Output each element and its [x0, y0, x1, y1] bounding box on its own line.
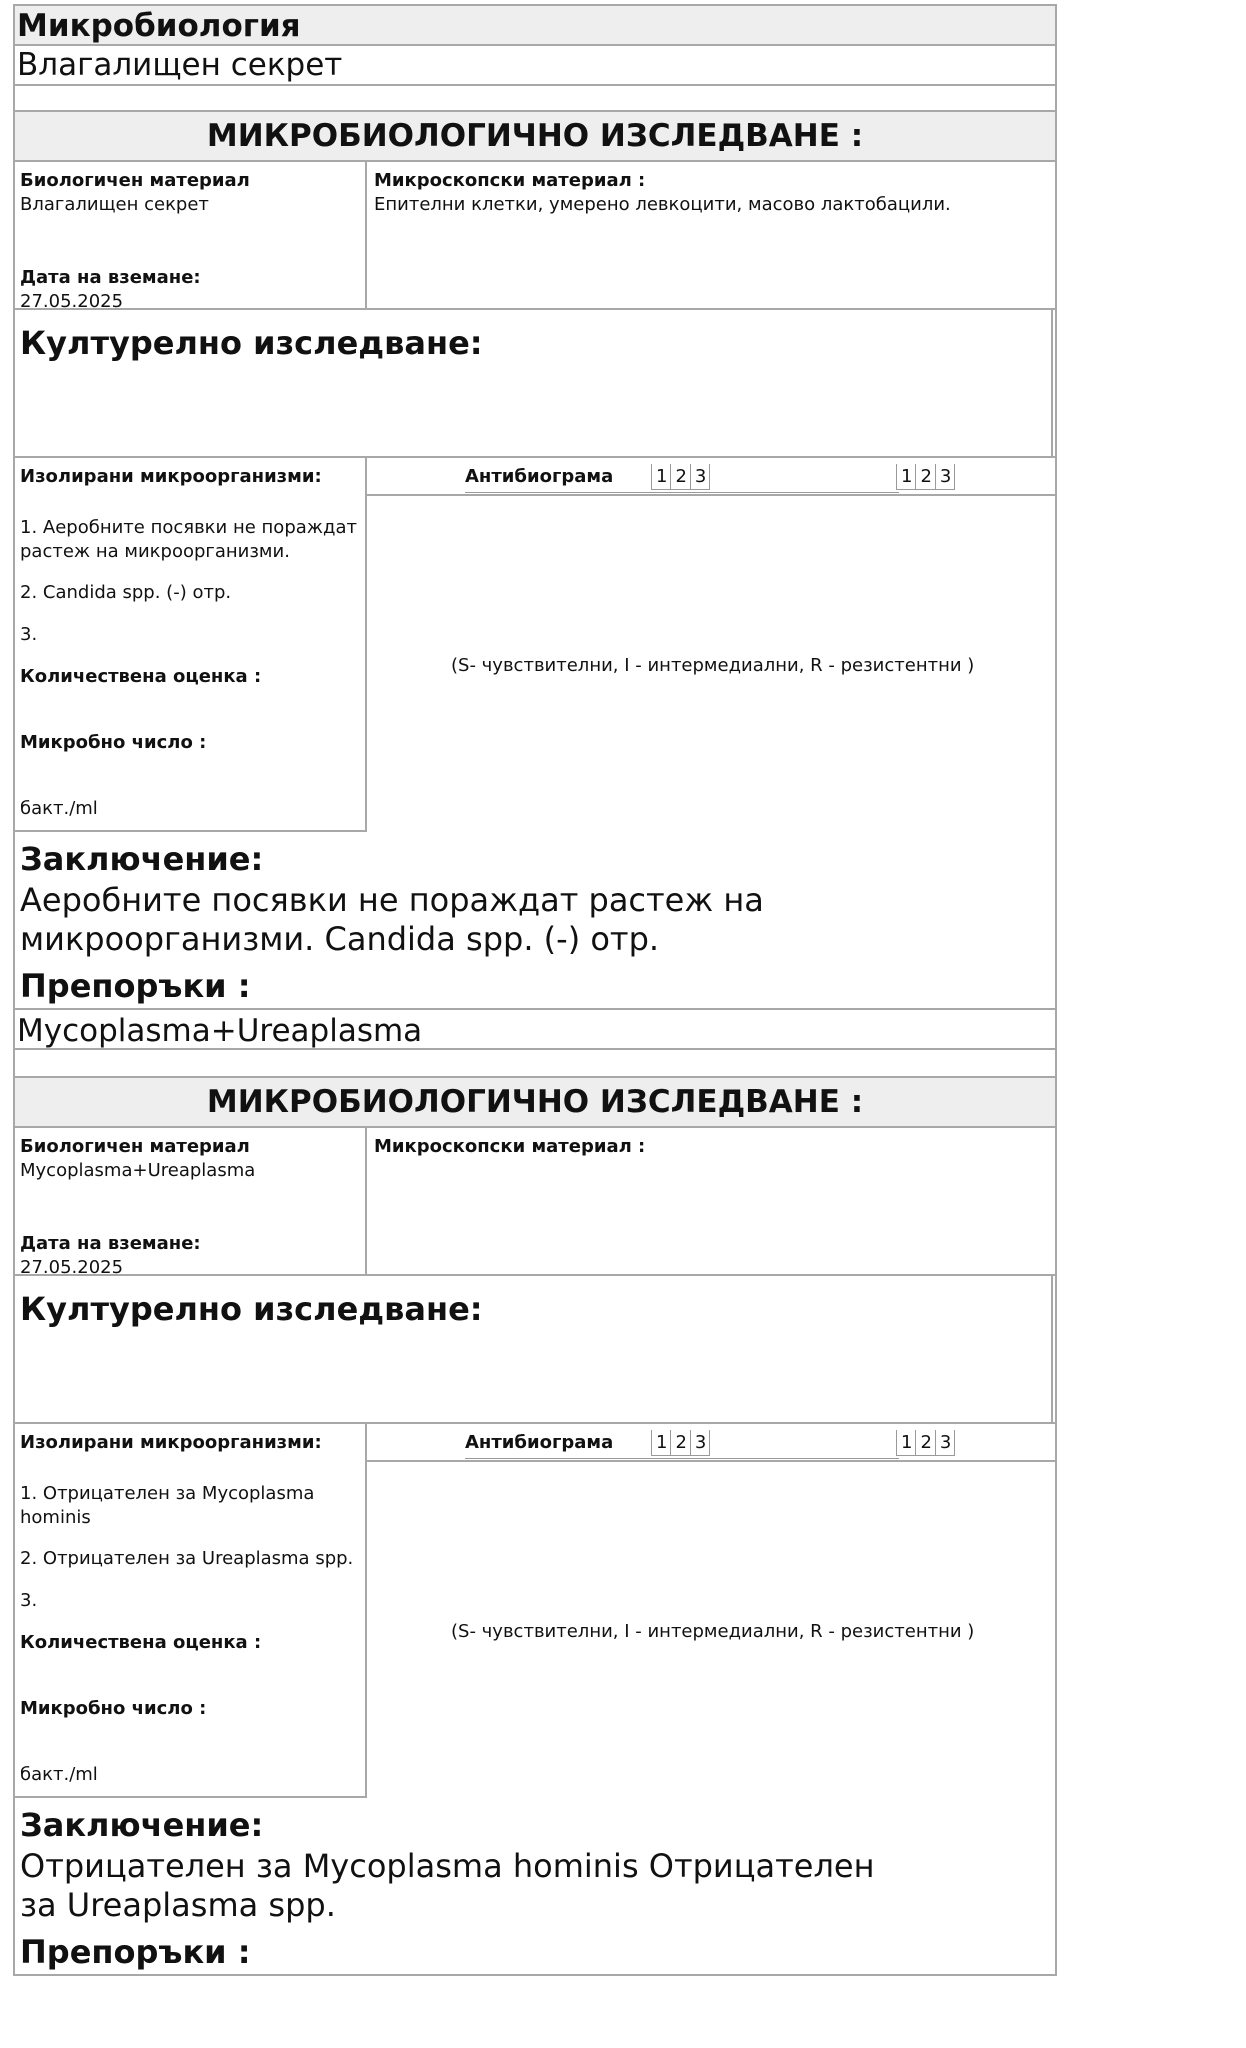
sample-name: Влагалищен секрет	[17, 47, 343, 83]
bio-material-value: Влагалищен секрет	[20, 194, 209, 215]
quant-label: Количествена оценка :	[20, 1632, 262, 1653]
legend: (S- чувствителни, I - интермедиални, R - резистентни )	[451, 1621, 975, 1642]
conclusion-label: Заключение:	[20, 1806, 264, 1844]
abg-cols-left	[651, 1430, 710, 1456]
recommendations-label: Препоръки :	[20, 967, 251, 1005]
bio-material-label: Биологичен материал	[20, 1136, 250, 1157]
abg-col: 2	[670, 1430, 689, 1456]
conclusion-text: Отрицателен за Mycoplasma hominis Отрицателен за Ureaplasma spp.	[20, 1847, 875, 1924]
date-value: 27.05.2025	[20, 291, 124, 312]
abg-col: 3	[690, 1430, 710, 1456]
abg-col: 1	[651, 464, 670, 490]
antibiogram-label: Антибиограма	[465, 466, 614, 487]
legend: (S- чувствителни, I - интермедиални, R - резистентни )	[451, 655, 975, 676]
culture-label: Културелно изследване:	[20, 1290, 483, 1328]
section-header	[13, 4, 1057, 46]
conclusion-text: Аеробните посявки не пораждат растеж на микроорганизми. Candida spp. (-) отр.	[20, 881, 764, 958]
culture-label: Културелно изследване:	[20, 324, 483, 362]
microbial-count-label: Микробно число :	[20, 732, 207, 753]
abg-cols-right	[896, 1430, 955, 1456]
organism-3: 3.	[20, 624, 38, 645]
section-title: Микробиология	[17, 8, 301, 44]
exam-title: МИКРОБИОЛОГИЧНО ИЗСЛЕДВАНЕ :	[206, 118, 864, 154]
bio-material-value: Mycoplasma+Ureaplasma	[20, 1160, 256, 1181]
sample-name-2: Mycoplasma+Ureaplasma	[17, 1013, 423, 1049]
spacer-row	[13, 84, 1057, 112]
abg-col: 3	[935, 1430, 955, 1456]
abg-col: 2	[915, 1430, 934, 1456]
abg-col: 3	[690, 464, 710, 490]
quant-label: Количествена оценка :	[20, 666, 262, 687]
isolated-label: Изолирани микроорганизми:	[20, 466, 322, 487]
date-label: Дата на вземане:	[20, 1233, 201, 1254]
microscopic-label: Микроскопски материал :	[374, 170, 646, 191]
exam-title-bar	[13, 1076, 1057, 1128]
abg-col: 3	[935, 464, 955, 490]
unit-label: бакт./ml	[20, 1764, 98, 1785]
date-value: 27.05.2025	[20, 1257, 124, 1278]
recommendations-label: Препоръки :	[20, 1933, 251, 1971]
organism-2: 2. Отрицателен за Ureaplasma spp.	[20, 1548, 354, 1569]
abg-col: 1	[896, 464, 915, 490]
organism-2: 2. Candida spp. (-) отр.	[20, 582, 232, 603]
exam-title-bar	[13, 110, 1057, 162]
conclusion-label: Заключение:	[20, 840, 264, 878]
sample-row-2	[13, 1008, 1057, 1050]
exam-block-2	[13, 1076, 1057, 1976]
abg-col: 1	[896, 1430, 915, 1456]
organism-3: 3.	[20, 1590, 38, 1611]
abg-col: 2	[670, 464, 689, 490]
organism-1: 1. Отрицателен за Mycoplasma hominis	[20, 1483, 315, 1528]
sample-row	[13, 44, 1057, 86]
bio-material-label: Биологичен материал	[20, 170, 250, 191]
organism-1: 1. Аеробните посявки не пораждат растеж на микроорганизми.	[20, 517, 357, 562]
spacer-row-2	[13, 1048, 1057, 1078]
microbial-count-label: Микробно число :	[20, 1698, 207, 1719]
antibiogram-label: Антибиограма	[465, 1432, 614, 1453]
microscopic-value: Епителни клетки, умерено левкоцити, масово лактобацили.	[374, 194, 951, 215]
abg-cols-right	[896, 464, 955, 490]
microscopic-label: Микроскопски материал :	[374, 1136, 646, 1157]
isolated-label: Изолирани микроорганизми:	[20, 1432, 322, 1453]
unit-label: бакт./ml	[20, 798, 98, 819]
exam-title: МИКРОБИОЛОГИЧНО ИЗСЛЕДВАНЕ :	[206, 1084, 864, 1120]
date-label: Дата на вземане:	[20, 267, 201, 288]
abg-cols-left	[651, 464, 710, 490]
abg-col: 1	[651, 1430, 670, 1456]
exam-block-1	[13, 110, 1057, 1010]
abg-col: 2	[915, 464, 934, 490]
